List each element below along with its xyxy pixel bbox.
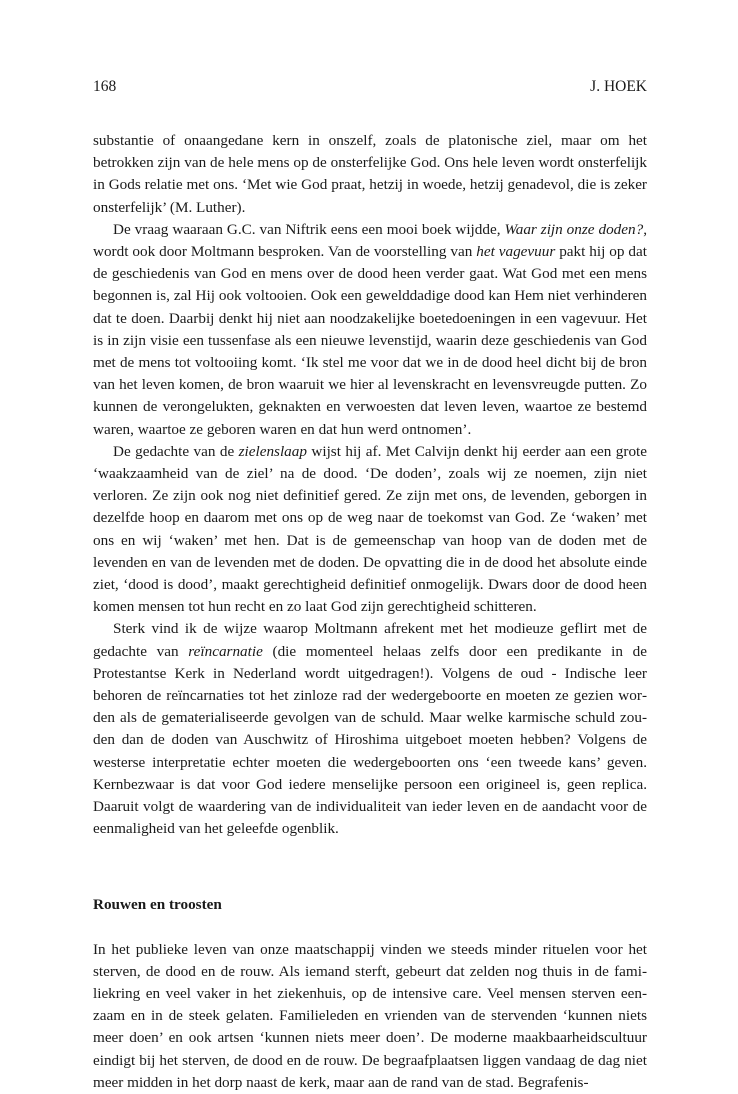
paragraph-4-text-a: Sterk vind ik de wijze waarop Moltmann afrekent met het modieuze geflirt met de gedachte van [93, 620, 647, 660]
paragraph-3 [93, 441, 647, 619]
paragraph-2-text-c: pakt hij op dat de geschiedenis van God en mens over de dood heen verder gaat. Wat God met een mens begonnen is, zal Hij ook voltooien. Ook een gewelddadige dood kan Hem niet verhinderen dat te doen. Daarbij denkt hij niet aan noodzakelijke boetedoeningen in een vagevuur. Het is in zijn visie een tussenfase als een nieuwe levenstijd, waarin deze geschiedenis van God met de mens tot voltooiing komt. ‘Ik stel me voor dat we in de dood heel dicht bij de bron van het leven komen, de bron waaruit we hier al levenskracht en levensvreugde putten. Zo kunnen de verongelukten, geknakten en verwoesten dat leven leven, waartoe ze bestemd waren, waartoe ze geboren waren en dat hun werd ontnomen’. [93, 243, 647, 438]
running-title: J. HOEK [590, 78, 647, 95]
paragraph-4 [93, 618, 647, 840]
paragraph-4-text-b: (die momenteel helaas zelfs door een predikante in de Protestantse Kerk in Nederland wordt uitgedragen!). Volgens de oud - Indische leer behoren de reïncarnaties tot het zinloze rad der wedergeboorte en moeten ze gezien worden als de gematerialiseerde gevolgen van de schuld. Maar welke karmische schuld zouden dan de doden van Auschwitz of Hiroshima uitgeboet moeten hebben? Volgens de westerse interpretatie echter moeten die wedergeboorten ons ‘een tweede kans’ geven. Kernbezwaar is dat voor God iedere menselijke persoon een origineel is, geen replica. Daaruit volgt de waardering van de individualiteit van ieder leven en de aandacht voor de eenmaligheid van het geleefde ogenblik. [93, 642, 647, 838]
page-number: 168 [93, 78, 117, 95]
book-page [93, 76, 647, 1094]
paragraph-2-text-b: , wordt ook door Moltmann besproken. Van de voorstelling van [93, 220, 647, 261]
zielenslaap-italic: zielenslaap [238, 442, 307, 460]
paragraph-3-text-b: wijst hij af. Met Calvijn denkt hij eerder aan een grote ‘waakzaamheid van de ziel’ na de dood. ‘De doden’, zoals wij ze noemen, zijn niet verloren. Ze zijn ook nog niet definitief gered. Ze zijn met ons, de levenden, geborgen in dezelfde hoop en daarom met ons op de weg naar de toekomst van God. Ze ‘waken’ met ons en wij ‘waken’ met hen. Dat is de gemeenschap van hoop van de doden met de levenden en van de levenden met de doden. De opvatting die in de dood het absolute einde ziet, ‘dood is dood’, maakt gerechtigheid definitief onmogelijk. Dwars door de dood heen komen mensen tot hun recht en zo laat God zijn gerechtigheid schitteren. [93, 442, 647, 616]
body-text [93, 130, 647, 1094]
paragraph-2-text-a: De vraag waaraan G.C. van Niftrik eens een mooi boek wijdde, [113, 220, 505, 238]
paragraph-3-text-a: De gedachte van de [113, 442, 239, 460]
book-title-italic: Waar zijn onze doden? [504, 220, 644, 238]
paragraph-1: substantie of onaangedane kern in onszelf, zoals de platonische ziel, maar om het betrokken zijn van de hele mens op de onsterfelijke God. Ons hele leven wordt onsterfelijk in Gods relatie met ons. ‘Met wie God praat, hetzij in woede, hetzij genadevol, die is zeker onsterfelijk’ (M. Luther). [93, 132, 647, 216]
section-heading: Rouwen en troosten [93, 895, 222, 913]
reincarnatie-italic: reïncarnatie [188, 642, 263, 660]
vagevuur-italic: het vagevuur [476, 243, 556, 261]
running-header [93, 76, 647, 98]
paragraph-2 [93, 219, 647, 441]
paragraph-5: In het publieke leven van onze maatschappij vinden we steeds minder rituelen voor het sterven, de dood en de rouw. Als iemand sterft, gebeurt dat zelden nog thuis in de familiekring en veel vaker in het ziekenhuis, op de intensive care. Veel mensen sterven eenzaam en in de steek gelaten. Familieleden en vrienden van de stervenden ‘kunnen niets meer doen’ en ook artsen ‘kunnen niets meer doen’. De moderne maakbaarheidscultuur eindigt bij het sterven, de dood en de rouw. De begraafplaatsen liggen vandaag de dag niet meer midden in het dorp naast de kerk, maar aan de rand van de stad. Begrafenis- [93, 940, 647, 1091]
